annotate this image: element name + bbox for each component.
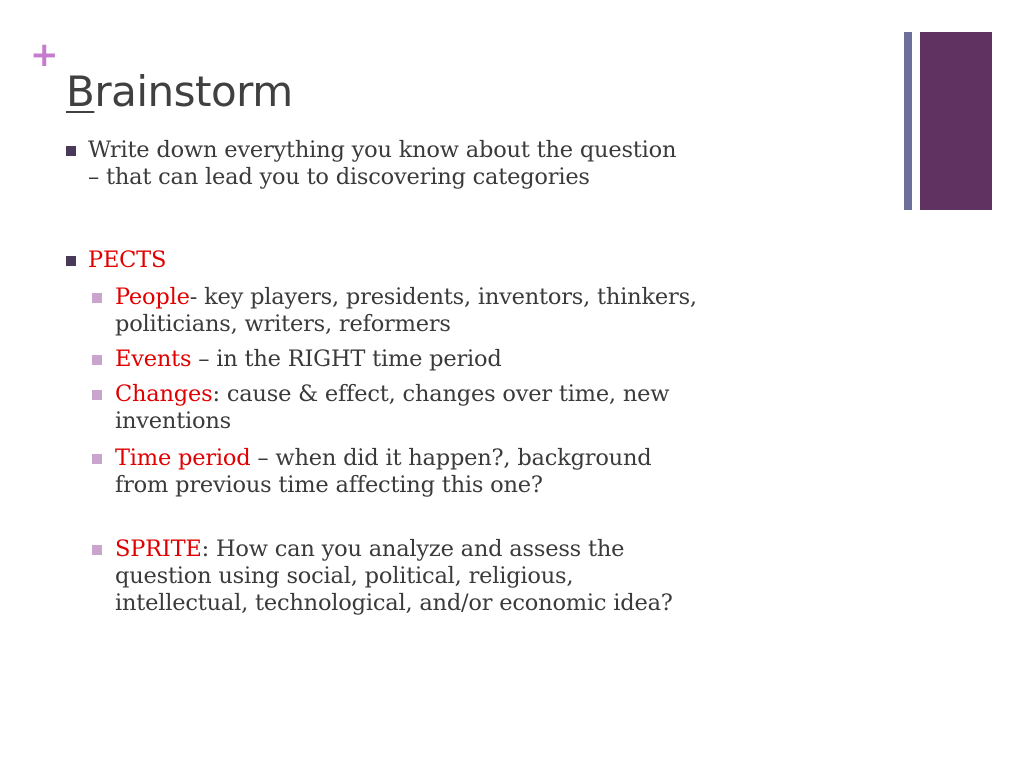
title-first-letter: B: [66, 67, 95, 116]
title-rest: rainstorm: [94, 67, 293, 116]
square-bullet-icon: [92, 355, 102, 365]
square-bullet-icon: [66, 256, 76, 266]
sub-bullet-text: – when did it happen?, background from previous time affecting this one?: [115, 445, 652, 498]
sub-bullet-item: [115, 346, 705, 373]
sub-bullet-text: : cause & effect, changes over time, new inventions: [115, 381, 670, 434]
sub-bullet-lead: Time period: [115, 445, 251, 471]
sub-bullet-text: - key players, presidents, inventors, thinkers, politicians, writers, reformers: [115, 284, 697, 337]
bullet-item: [88, 247, 678, 274]
sub-bullet-item: [115, 381, 705, 435]
square-bullet-icon: [66, 146, 76, 156]
square-bullet-icon: [92, 454, 102, 464]
sub-bullet-item: [115, 536, 705, 617]
sub-bullet-item: [115, 284, 705, 338]
square-bullet-icon: [92, 390, 102, 400]
sub-bullet-item: [115, 445, 705, 499]
sub-bullet-text: – in the RIGHT time period: [191, 346, 502, 372]
bullet-item: [88, 137, 678, 191]
plus-icon: +: [30, 35, 59, 75]
sub-bullet-lead: SPRITE: [115, 536, 202, 562]
sub-bullet-lead: Changes: [115, 381, 213, 407]
sub-bullet-text: : How can you analyze and assess the question using social, political, religious, intellectual, technological, and/or economic idea?: [115, 536, 673, 616]
bullet-text: Write down everything you know about the question – that can lead you to discovering categories: [88, 137, 677, 190]
sub-bullet-lead: Events: [115, 346, 192, 372]
square-bullet-icon: [92, 545, 102, 555]
square-bullet-icon: [92, 293, 102, 303]
bullet-text: PECTS: [88, 247, 167, 273]
sub-bullet-lead: People: [115, 284, 190, 310]
